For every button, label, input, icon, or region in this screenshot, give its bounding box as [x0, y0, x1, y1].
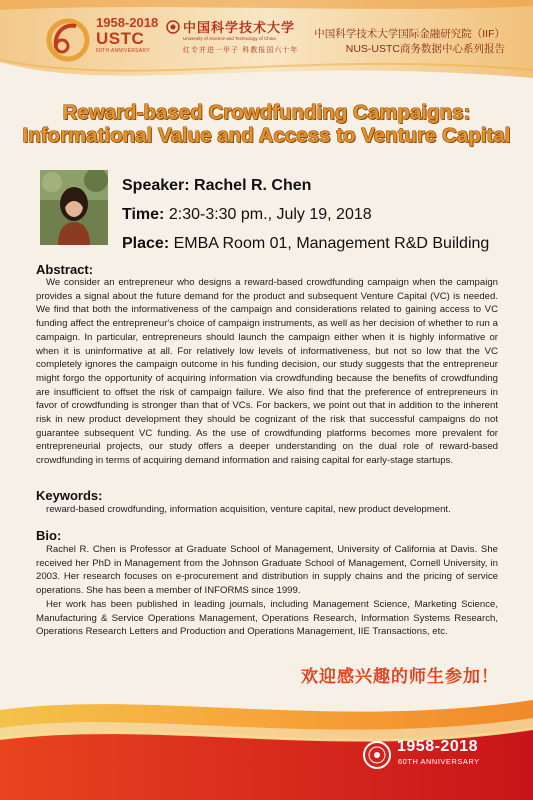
speaker-value: Rachel R. Chen	[194, 177, 312, 194]
footer-anniversary: 60TH ANNIVERSARY	[398, 757, 480, 766]
logo-years: 1958-2018	[96, 15, 159, 30]
abstract-text: We consider an entrepreneur who designs a reward-based crowdfunding campaign when the campaign provides a signal about the future demand for the product and subsequent Venture Capital (VC) is needed. We find that both the informativeness of the campaign and considerations related to gaining access to VC funding affect the entrepreneur's choice of campaign instruments, as well as her decision of whether to run a campaign. In particular, entrepreneurs should launch the campaign either when it is highly informative or when it is uninformative at all. For relatively low levels of informativeness, but not so low that the VC completely ignores the campaign outcome in his funding decision, our study suggests that the entrepreneur might forgo the opportunity of acquiring information via crowdfunding because the benefits of crowdfunding are insufficient to offset the risk of campaign failure. We also find that the preference of entrepreneurs in favor of crowdfunding is stronger than that of VCs. For backers, we point out that in addition to the inherent risk in new product development they should be cognizant of the risk that successful campaigns do not guarantee subsequent VC funding. As the use of crowdfunding platforms becomes more prevalent for entrepreneurial projects, our study offers a deeper understanding on the dual role of reward-based crowdfunding in terms of acquiring demand information and raising capital for early-stage startups.	[36, 277, 498, 467]
keywords-body	[36, 503, 498, 517]
university-motto: 红专并进一甲子 科教报国六十年	[183, 46, 299, 54]
place-label: Place:	[122, 235, 170, 252]
university-name-en: University of Science and Technology of China	[183, 36, 276, 41]
logo-ustc: USTC	[96, 29, 145, 48]
talk-title-line1: Reward-based Crowdfunding Campaigns:	[62, 101, 471, 124]
anniversary-logo-text	[96, 16, 160, 54]
bio-paragraph-2: Her work has been published in leading journals, including Management Science, Marketing Science, Manufacturing & Service Operations Management, Operations Research, Information Systems Research, Operations Research Letters and Production and Operations Management, IIE Transactions, etc.	[36, 598, 498, 638]
university-name-cn: 中国科学技术大学	[183, 21, 296, 36]
keywords-heading: Keywords:	[36, 488, 103, 503]
talk-title-line2: Informational Value and Access to Venture Capital	[22, 124, 511, 147]
place-line	[122, 229, 489, 258]
university-seal-icon	[362, 740, 392, 770]
time-label: Time:	[122, 206, 165, 223]
keywords-text: reward-based crowdfunding, information acquisition, venture capital, new product development.	[46, 504, 451, 515]
time-value: 2:30-3:30 pm., July 19, 2018	[168, 206, 372, 223]
institute-line2: NUS-USTC商务数据中心系列报告	[345, 43, 505, 55]
talk-title	[0, 101, 533, 147]
abstract-heading: Abstract:	[36, 262, 94, 277]
welcome-message: 欢迎感兴趣的师生参加！	[301, 667, 499, 687]
bio-heading: Bio:	[36, 528, 62, 543]
bio-body	[36, 543, 498, 639]
institute-line1: 中国科学技术大学国际金融研究院（IIF）	[314, 28, 505, 40]
bio-paragraph-1: Rachel R. Chen is Professor at Graduate School of Management, University of California at Davis. She received her PhD in Management from the Johnson Graduate School of Management, Cornell University, in 2003. Her research focuses on e-procurement and distribution in supply chains and the pricing of service operations. She has been a member of INFORMS since 1999.	[36, 544, 498, 597]
abstract-body	[36, 276, 498, 468]
logo-anniversary: 60TH ANNIVERSARY	[96, 48, 150, 54]
place-value: EMBA Room 01, Management R&D Building	[173, 235, 490, 252]
anniversary-60-logo	[46, 18, 90, 62]
speaker-label: Speaker:	[122, 177, 190, 194]
university-name-block	[183, 17, 313, 55]
footer-years: 1958-2018	[397, 738, 479, 755]
institute-block	[314, 27, 505, 57]
speaker-line	[122, 171, 489, 200]
time-line	[122, 200, 489, 229]
university-emblem-icon	[166, 20, 180, 34]
speaker-photo	[40, 170, 108, 245]
event-info	[122, 171, 489, 258]
